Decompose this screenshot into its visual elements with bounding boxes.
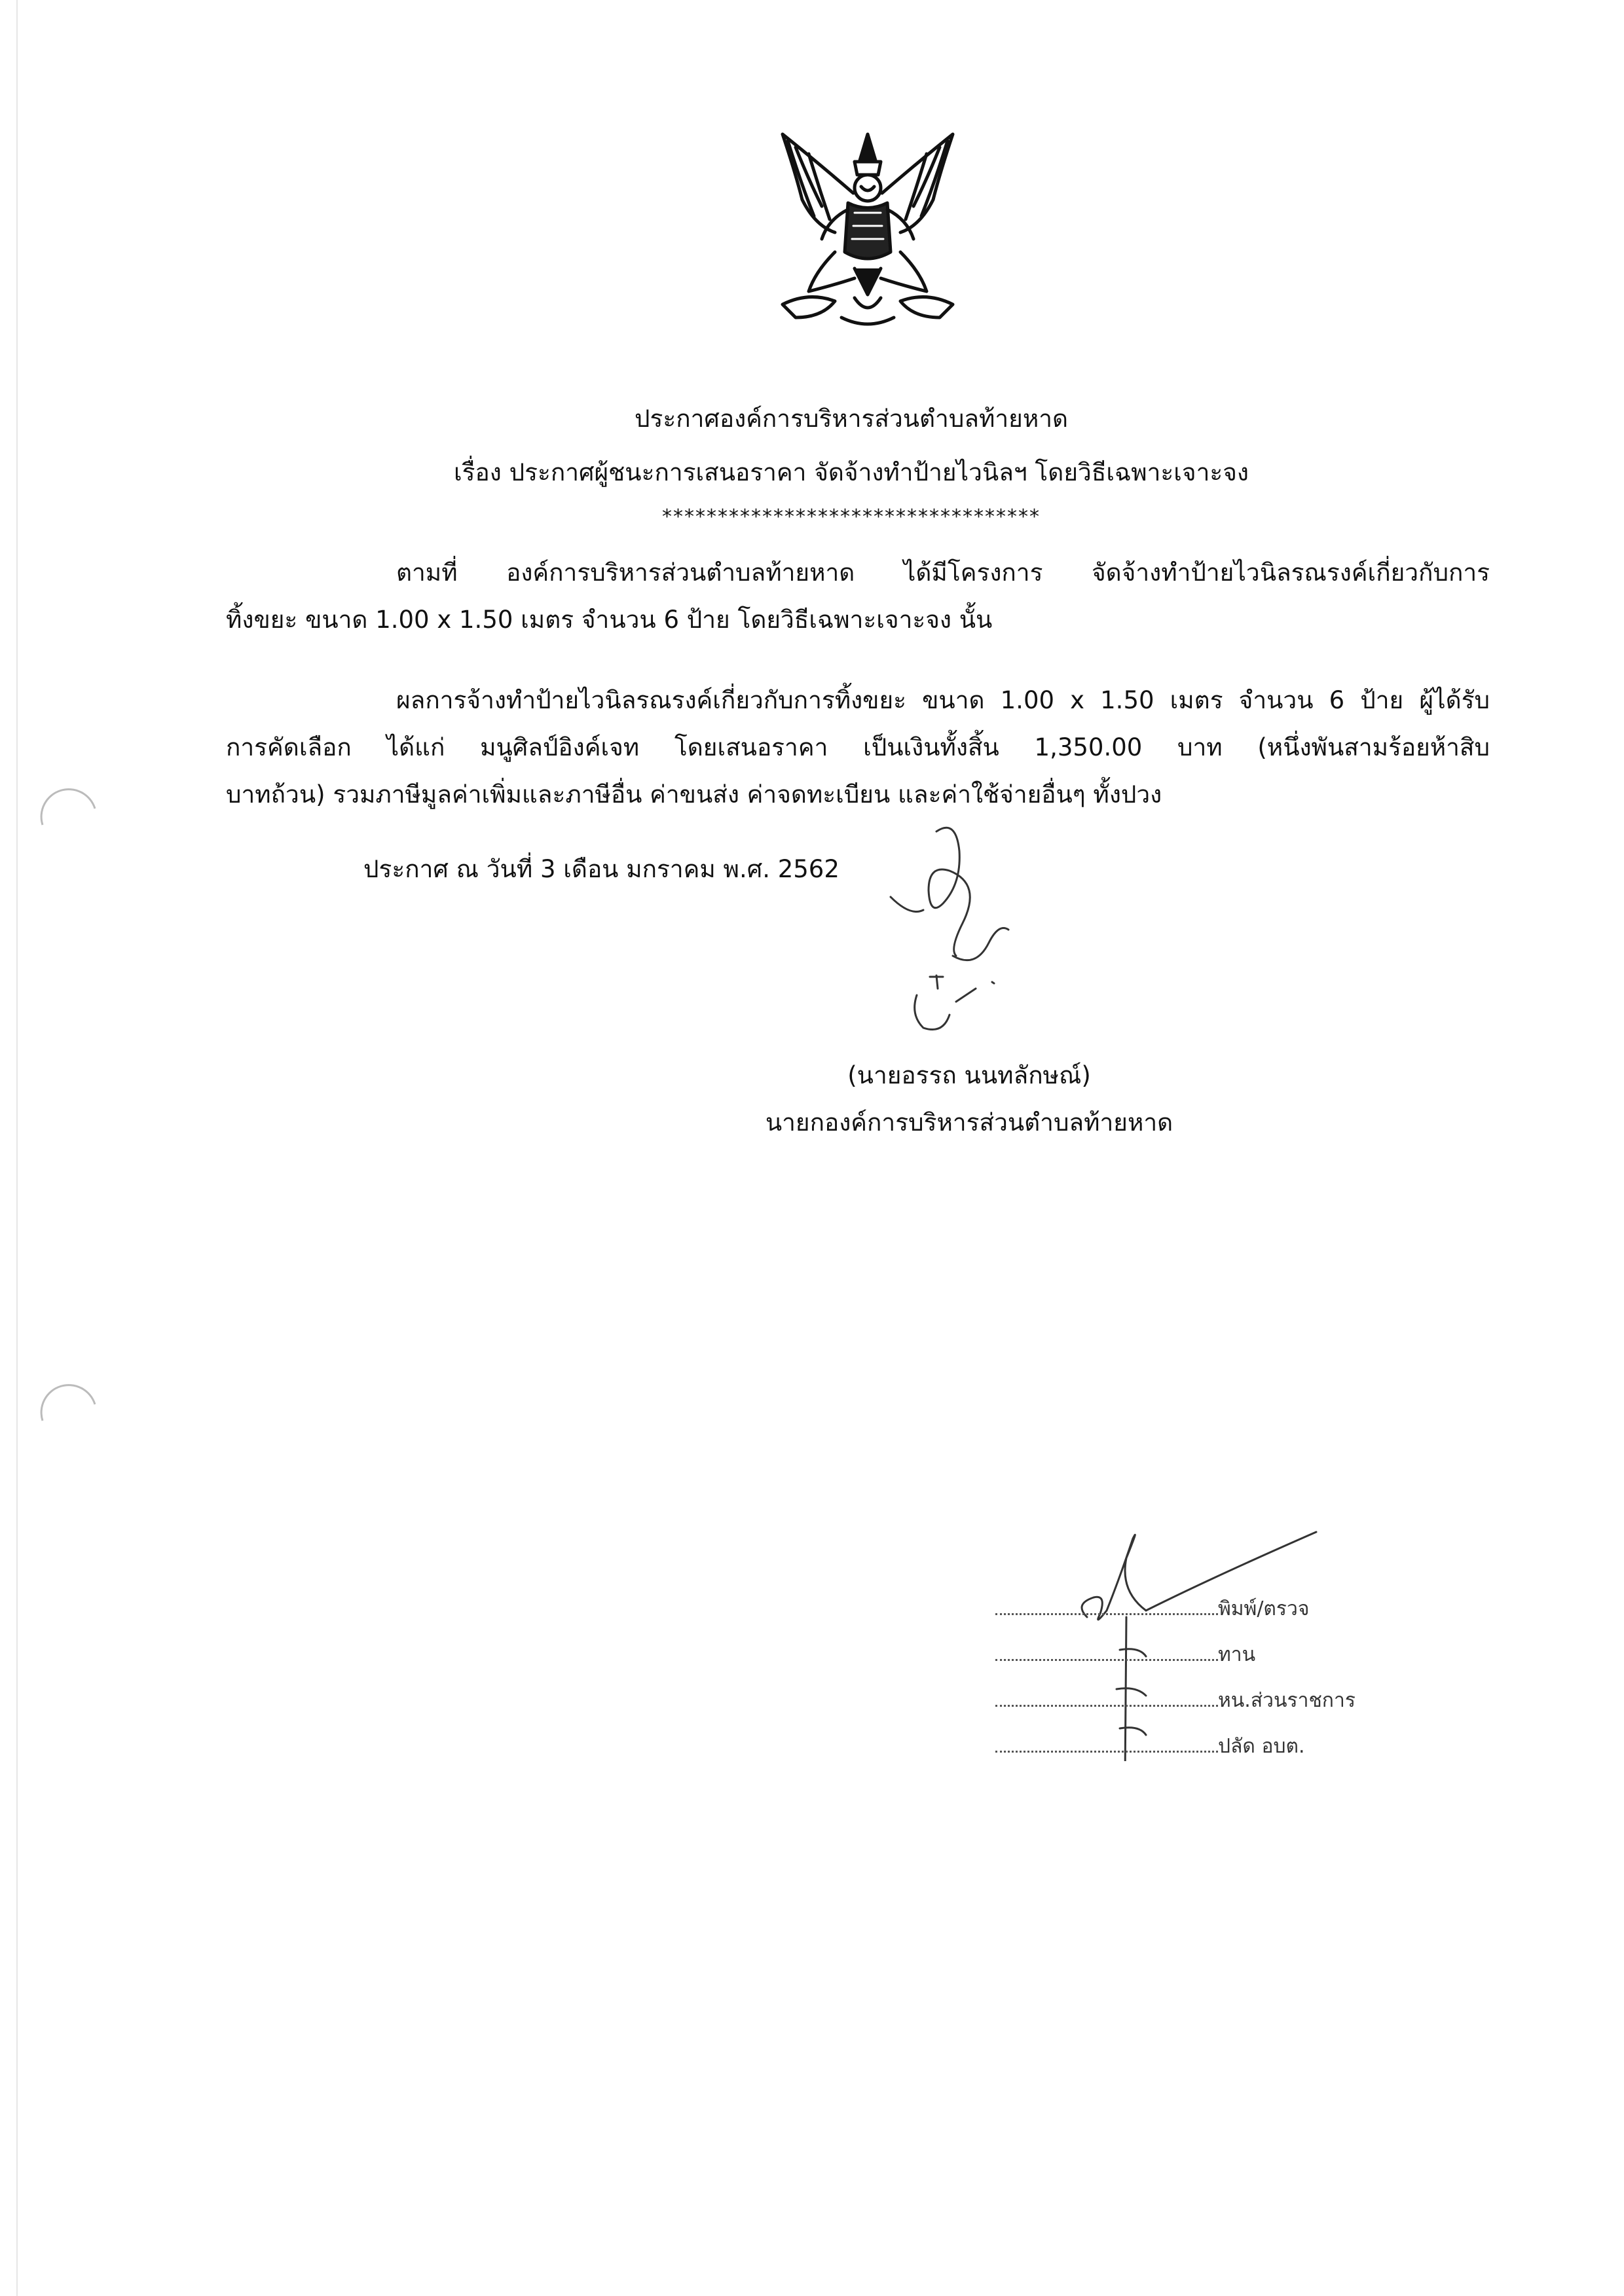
signatory-name: (นายอรรถ นนทลักษณ์) bbox=[847, 1061, 1091, 1089]
checklist-label: หน.ส่วนราชการ bbox=[1218, 1689, 1356, 1712]
signatory-position: นายกองค์การบริหารส่วนตำบลท้ายหาด bbox=[765, 1108, 1173, 1137]
signature-dotted-line bbox=[995, 1645, 1218, 1661]
punch-hole-mark bbox=[39, 786, 98, 845]
checklist-row bbox=[995, 1642, 1255, 1668]
signature-dotted-line bbox=[995, 1690, 1218, 1707]
checklist-row bbox=[995, 1734, 1305, 1760]
paragraph-1-line-2: ทิ้งขยะ ขนาด 1.00 x 1.50 เมตร จำนวน 6 ป้าย โดยวิธีเฉพาะเจาะจง นั้น bbox=[226, 606, 993, 634]
handwritten-signature bbox=[851, 805, 1074, 1054]
checklist-label: ทาน bbox=[1218, 1643, 1256, 1666]
checklist-row bbox=[995, 1688, 1356, 1714]
initials-signature bbox=[1048, 1499, 1349, 1761]
signature-dotted-line bbox=[995, 1599, 1218, 1615]
paragraph-2-line-3: บาทถ้วน) รวมภาษีมูลค่าเพิ่มและภาษีอื่น ค่าขนส่ง ค่าจดทะเบียน และค่าใช้จ่ายอื่นๆ ทั้งปวง bbox=[226, 780, 1162, 809]
announcement-date: ประกาศ ณ วันที่ 3 เดือน มกราคม พ.ศ. 2562 bbox=[363, 855, 840, 883]
announcement-title: ประกาศองค์การบริหารส่วนตำบลท้ายหาด bbox=[634, 405, 1069, 433]
garuda-emblem-icon bbox=[756, 121, 979, 337]
paragraph-2-line-2: การคัดเลือก ได้แก่ มนูศิลป์อิงค์เจท โดยเสนอราคา เป็นเงินทั้งสิ้น 1,350.00 บาท (หนึ่งพันสามร้อยห้าสิบ bbox=[226, 733, 1490, 761]
checklist-row bbox=[995, 1596, 1309, 1622]
separator-stars: ********************************** bbox=[662, 505, 1041, 528]
announcement-subject: เรื่อง ประกาศผู้ชนะการเสนอราคา จัดจ้างทำป้ายไวนิลฯ โดยวิธีเฉพาะเจาะจง bbox=[454, 458, 1249, 486]
signature-dotted-line bbox=[995, 1736, 1218, 1753]
punch-hole-mark bbox=[39, 1381, 98, 1440]
page-edge-shadow bbox=[16, 0, 18, 2296]
paragraph-2-line-1: ผลการจ้างทำป้ายไวนิลรณรงค์เกี่ยวกับการทิ้งขยะ ขนาด 1.00 x 1.50 เมตร จำนวน 6 ป้าย ผู้ได้รับ bbox=[396, 686, 1490, 714]
checklist-label: พิมพ์/ตรวจ bbox=[1218, 1597, 1310, 1620]
checklist-label: ปลัด อบต. bbox=[1218, 1735, 1305, 1758]
paragraph-1-line-1: ตามที่ องค์การบริหารส่วนตำบลท้ายหาด ได้มีโครงการ จัดจ้างทำป้ายไวนิลรณรงค์เกี่ยวกับการ bbox=[396, 558, 1490, 587]
